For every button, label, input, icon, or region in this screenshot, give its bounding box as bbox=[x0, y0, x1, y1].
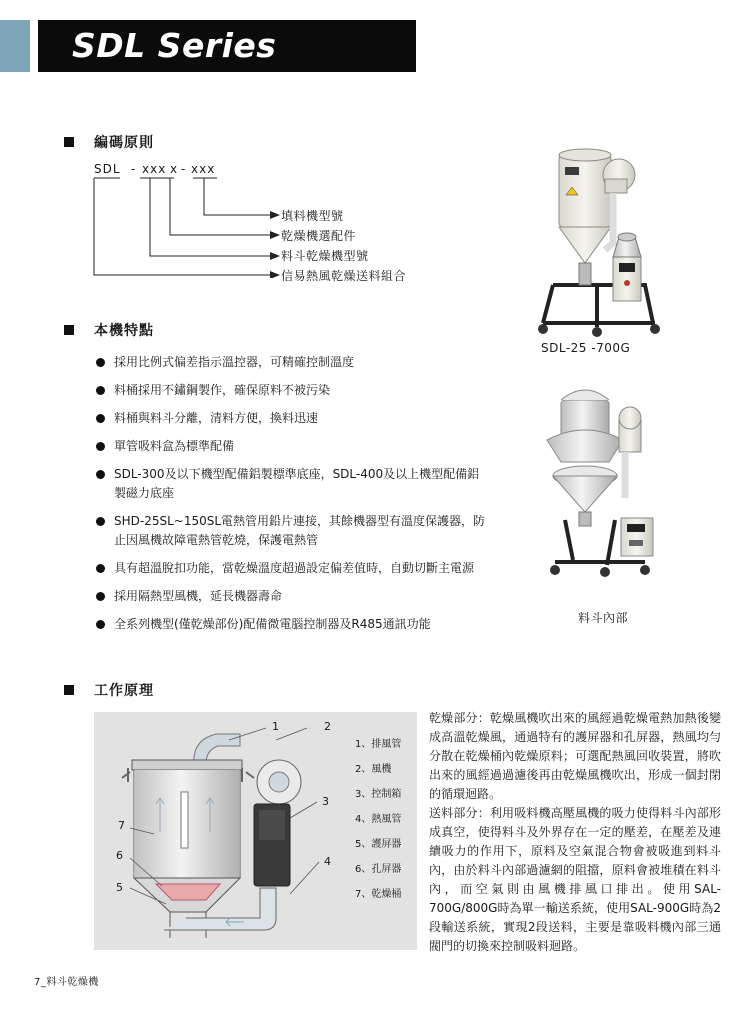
connector-line-combination bbox=[94, 178, 270, 275]
list-item bbox=[94, 587, 489, 606]
legend-item: 7、乾燥桶 bbox=[355, 889, 402, 900]
code-labels bbox=[281, 206, 406, 286]
diagram-number-7: 7 bbox=[118, 819, 125, 832]
square-bullet-icon bbox=[64, 685, 74, 695]
bullet-icon bbox=[96, 592, 105, 601]
feature-text: 具有超溫脫扣功能，當乾燥溫度超過設定偏差值時，自動切斷主電源 bbox=[114, 561, 475, 575]
code-part-dash-1: - bbox=[131, 162, 137, 176]
diagram-number-4: 4 bbox=[324, 855, 331, 868]
principle-description bbox=[429, 709, 721, 956]
code-label-option: 乾燥機選配件 bbox=[281, 229, 357, 243]
connector-line-option bbox=[166, 178, 270, 235]
diagram-legend bbox=[355, 738, 401, 913]
feature-text: 全系列機型(僅乾燥部份)配備微電腦控制器及R485通訊功能 bbox=[114, 617, 431, 631]
code-label-combination: 信易熱風乾燥送料組合 bbox=[281, 269, 407, 283]
code-label-loader: 填料機型號 bbox=[281, 209, 344, 223]
arrow-right-icon bbox=[270, 211, 280, 219]
legend-item: 4、熱風管 bbox=[355, 814, 402, 825]
feature-text: 採用比例式偏差指示溫控器，可精確控制溫度 bbox=[114, 355, 355, 369]
principle-heading bbox=[64, 680, 154, 700]
header-accent-block bbox=[0, 20, 30, 72]
arrow-right-icon bbox=[270, 271, 280, 278]
product-photo-hopper-interior bbox=[545, 380, 665, 585]
photo-caption-hopper: 料斗內部 bbox=[578, 611, 629, 625]
code-part-dash-2: - bbox=[181, 162, 187, 176]
code-part-hopper: xxx bbox=[142, 162, 167, 176]
legend-item: 3、控制箱 bbox=[355, 789, 402, 800]
drying-paragraph: 乾燥部分：乾燥風機吹出來的風經過乾燥電熱加熱後變成高溫乾燥風，通過特有的護屏器和孔屏器，熱風均勻分散在乾燥桶內乾燥原料；可選配熱風回收裝置，將吹出來的風經過過濾後再由乾燥風機吹出，形成一個封閉的循環迴路。 bbox=[429, 711, 721, 801]
bullet-icon bbox=[96, 414, 105, 423]
features-heading-text: 本機特點 bbox=[94, 323, 154, 339]
bullet-icon bbox=[96, 470, 105, 479]
product-photo-sdl-dryer bbox=[535, 145, 665, 340]
feature-text: 料桶與料斗分離，清料方便，換料迅速 bbox=[114, 411, 319, 425]
conveying-paragraph: 送料部分：利用吸料機高壓風機的吸力使得料斗內部形成真空，使得料斗及外界存在一定的壓差，在壓差及連續吸力的作用下，原料及空氣混合物會被吸進到料斗內，由於料斗內部過濾網的阻擋，原料會被堆積在料斗內，而空氣則由風機排風口排出。使用SAL-700G/800G時為單一輸送系統，使用SAL-900G時為2段輸送系統，實現2段送料，主要是靠吸料機內部三通閥門的切換來控制吸料迴路。 bbox=[429, 806, 721, 953]
feature-text: SDL-300及以下機型配備鋁製標準底座，SDL-400及以上機型配備鋁製磁力底座 bbox=[114, 467, 480, 500]
diagram-number-6: 6 bbox=[116, 849, 123, 862]
list-item bbox=[94, 559, 489, 578]
square-bullet-icon bbox=[64, 325, 74, 335]
bullet-icon bbox=[96, 517, 105, 526]
code-connector-lines bbox=[90, 170, 285, 278]
list-item bbox=[94, 409, 489, 428]
code-part-prefix: SDL bbox=[94, 162, 121, 176]
diagram-number-3: 3 bbox=[322, 795, 329, 808]
legend-item: 5、護屏器 bbox=[355, 839, 402, 850]
diagram-number-2: 2 bbox=[324, 720, 331, 733]
feature-text: SHD-25SL~150SL電熱管用鉛片連接，其餘機器型有溫度保護器，防止因風機故障電熱管乾燒，保護電熱管 bbox=[114, 514, 486, 547]
feature-text: 採用隔熱型風機，延長機器壽命 bbox=[114, 589, 283, 603]
list-item bbox=[94, 465, 489, 503]
list-item bbox=[94, 353, 489, 372]
page-title: SDL Series bbox=[72, 26, 277, 65]
square-bullet-icon bbox=[64, 137, 74, 147]
connector-line-loader bbox=[193, 178, 270, 215]
feature-text: 單管吸料盒為標準配備 bbox=[114, 439, 235, 453]
feature-text: 料桶採用不鏽鋼製作，確保原料不被污染 bbox=[114, 383, 331, 397]
arrow-right-icon bbox=[270, 252, 280, 260]
coding-heading bbox=[64, 132, 154, 152]
list-item bbox=[94, 381, 489, 400]
code-label-hopper: 料斗乾燥機型號 bbox=[281, 249, 369, 263]
diagram-number-1: 1 bbox=[272, 720, 279, 733]
feature-list bbox=[94, 353, 489, 643]
list-item bbox=[94, 615, 489, 634]
legend-item: 1、排風管 bbox=[355, 739, 402, 750]
bullet-icon bbox=[96, 358, 105, 367]
connector-line-hopper bbox=[140, 178, 270, 256]
coding-heading-text: 編碼原則 bbox=[94, 135, 154, 151]
bullet-icon bbox=[96, 564, 105, 573]
legend-item: 2、風機 bbox=[355, 764, 392, 775]
principle-heading-text: 工作原理 bbox=[94, 683, 154, 699]
code-part-loader: xxx bbox=[191, 162, 216, 176]
list-item bbox=[94, 512, 489, 550]
diagram-number-5: 5 bbox=[116, 881, 123, 894]
legend-item: 6、孔屏器 bbox=[355, 864, 402, 875]
list-item bbox=[94, 437, 489, 456]
bullet-icon bbox=[96, 442, 105, 451]
photo-caption-sdl: SDL-25 -700G bbox=[541, 341, 631, 355]
code-part-option: x bbox=[170, 162, 179, 176]
arrow-right-icon bbox=[270, 231, 280, 239]
bullet-icon bbox=[96, 620, 105, 629]
page-footer: 7_料斗乾燥機 bbox=[34, 977, 99, 988]
features-heading bbox=[64, 320, 154, 340]
bullet-icon bbox=[96, 386, 105, 395]
